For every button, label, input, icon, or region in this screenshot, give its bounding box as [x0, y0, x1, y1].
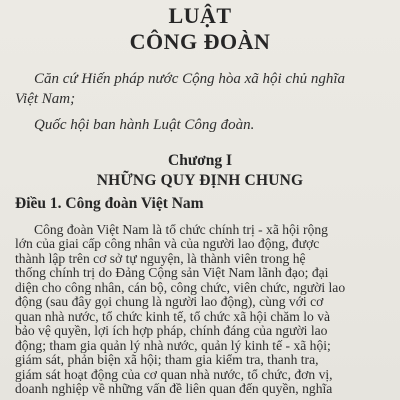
preamble-line: Việt Nam;	[15, 91, 76, 107]
body-text-line: động; tham gia quản lý nhà nước, quản lý kinh tế - xã hội;	[15, 337, 331, 353]
preamble-line: Quốc hội ban hành Luật Công đoàn.	[34, 117, 255, 133]
chapter-title: NHỮNG QUY ĐỊNH CHUNG	[96, 172, 304, 189]
chapter-number: Chương I	[168, 152, 232, 169]
body-text-line: lớn của giai cấp công nhân và của người lao động, được	[15, 236, 320, 252]
body-text-line: quan nhà nước, tổ chức kinh tế, tổ chức xã hội chăm lo và	[15, 308, 331, 324]
body-text-line: doanh nghiệp về những vấn đề liên quan đến quyền, nghĩa	[15, 381, 333, 396]
body-text-line: thống chính trị do Đảng Cộng sản Việt Nam lãnh đạo; đại	[15, 265, 329, 281]
body-text-line: động (sau đây gọi chung là người lao động), cùng với cơ	[15, 294, 324, 310]
body-text-line: thành lập trên cơ sở tự nguyện, là thành viên trong hệ	[15, 250, 306, 266]
preamble-line: Căn cứ Hiến pháp nước Cộng hòa xã hội chủ nghĩa	[34, 71, 346, 87]
body-text-line: giám sát hoạt động của cơ quan nhà nước, tổ chức, đơn vị,	[15, 366, 333, 382]
body-text-line: Công đoàn Việt Nam là tổ chức chính trị - xã hội rộng	[34, 222, 328, 237]
body-text-line: bảo vệ quyền, lợi ích hợp pháp, chính đáng của người lao	[15, 323, 328, 339]
article-title: Điều 1. Công đoàn Việt Nam	[15, 195, 204, 212]
body-text-line: giám sát, phản biện xã hội; tham gia kiểm tra, thanh tra,	[15, 352, 319, 368]
law-title: LUẬT	[168, 3, 232, 28]
law-subtitle: CÔNG ĐOÀN	[129, 29, 271, 54]
body-text-line: diện cho công nhân, cán bộ, công chức, viên chức, người lao	[15, 279, 346, 295]
